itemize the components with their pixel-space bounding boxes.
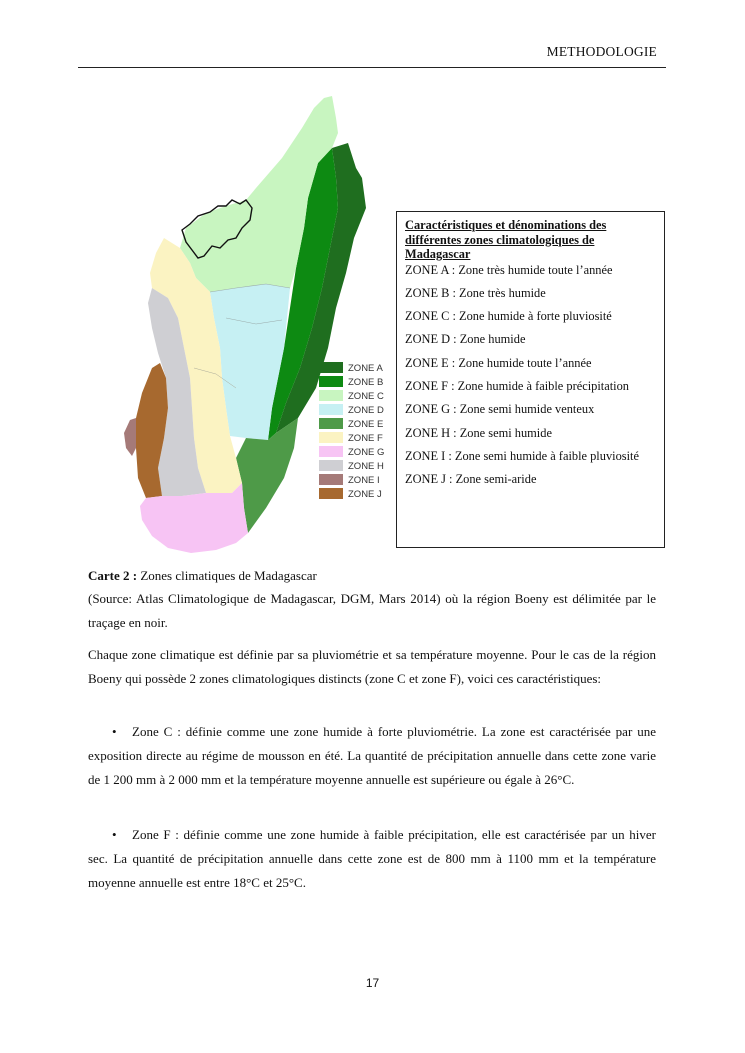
bullet-dot: • xyxy=(112,724,117,739)
zone-item-e: ZONE E : Zone humide toute l’année xyxy=(405,355,592,370)
map-legend-label-d: ZONE D xyxy=(348,405,384,416)
zone-item-c: ZONE C : Zone humide à forte pluviosité xyxy=(405,309,612,324)
zone-item-g: ZONE G : Zone semi humide venteux xyxy=(405,402,595,417)
map-legend-label-j: ZONE J xyxy=(348,489,382,500)
zone-item-f: ZONE F : Zone humide à faible précipitation xyxy=(405,378,629,393)
map-legend-label-i: ZONE I xyxy=(348,475,380,486)
caption-source: (Source: Atlas Climatologique de Madagascar, DGM, Mars 2014) où la région Boeny est délimitée par le traçage en noir. xyxy=(88,591,656,630)
zone-item-i: ZONE I : Zone semi humide à faible pluviosité xyxy=(405,448,639,463)
bullet-zone-f-text: Zone F : définie comme une zone humide à faible précipitation, elle est caractérisée par un hiver sec. La quantité de précipitation annuelle dans cette zone est de 800 mm à 1100 mm et la température moyenne annuelle est entre 18°C et 25°C. xyxy=(88,827,656,890)
map-legend xyxy=(319,362,384,500)
map-legend-label-h: ZONE H xyxy=(348,461,384,472)
map-legend-label-b: ZONE B xyxy=(348,377,384,388)
intro-paragraph: Chaque zone climatique est définie par sa pluviométrie et sa température moyenne. Pour le cas de la région Boeny qui possède 2 zones climatologiques distincts (zone C et zone F), voici ces caractéristiques: xyxy=(88,647,656,686)
bullet-zone-c xyxy=(88,720,656,792)
header-rule xyxy=(78,67,666,68)
zone-item-d: ZONE D : Zone humide xyxy=(405,332,526,347)
caption-title: Zones climatiques de Madagascar xyxy=(137,568,317,583)
figure-caption xyxy=(88,568,317,584)
zone-item-j: ZONE J : Zone semi-aride xyxy=(405,472,537,487)
running-header: METHODOLOGIE xyxy=(546,44,657,59)
zone-item-a: ZONE A : Zone très humide toute l’année xyxy=(405,262,613,277)
bullet-zone-c-text: Zone C : définie comme une zone humide à forte pluviométrie. La zone est caractérisée par une exposition directe au régime de mousson en été. La quantité de précipitation annuelle dans cette zone varie de 1 200 mm à 2 000 mm et la température moyenne annuelle est supérieure ou égale à 26°C. xyxy=(88,724,656,787)
zone-description-box xyxy=(396,211,665,548)
page-number: 17 xyxy=(365,976,380,990)
zone-item-h: ZONE H : Zone semi humide xyxy=(405,425,552,440)
zone-i-region xyxy=(124,418,136,456)
map-legend-label-f: ZONE F xyxy=(348,433,383,444)
zone-item-b: ZONE B : Zone très humide xyxy=(405,285,546,300)
map-legend-label-c: ZONE C xyxy=(348,391,384,402)
caption-label: Carte 2 : xyxy=(88,568,138,583)
map-legend-label-a: ZONE A xyxy=(348,363,383,374)
map-legend-label-g: ZONE G xyxy=(348,447,385,458)
zone-box-title: Caractéristiques et dénominations des différentes zones climatologiques de Madagascar xyxy=(405,218,607,261)
bullet-zone-f xyxy=(88,823,656,895)
map-legend-label-e: ZONE E xyxy=(348,419,384,430)
bullet-dot: • xyxy=(112,827,117,842)
madagascar-climate-map xyxy=(86,88,396,558)
